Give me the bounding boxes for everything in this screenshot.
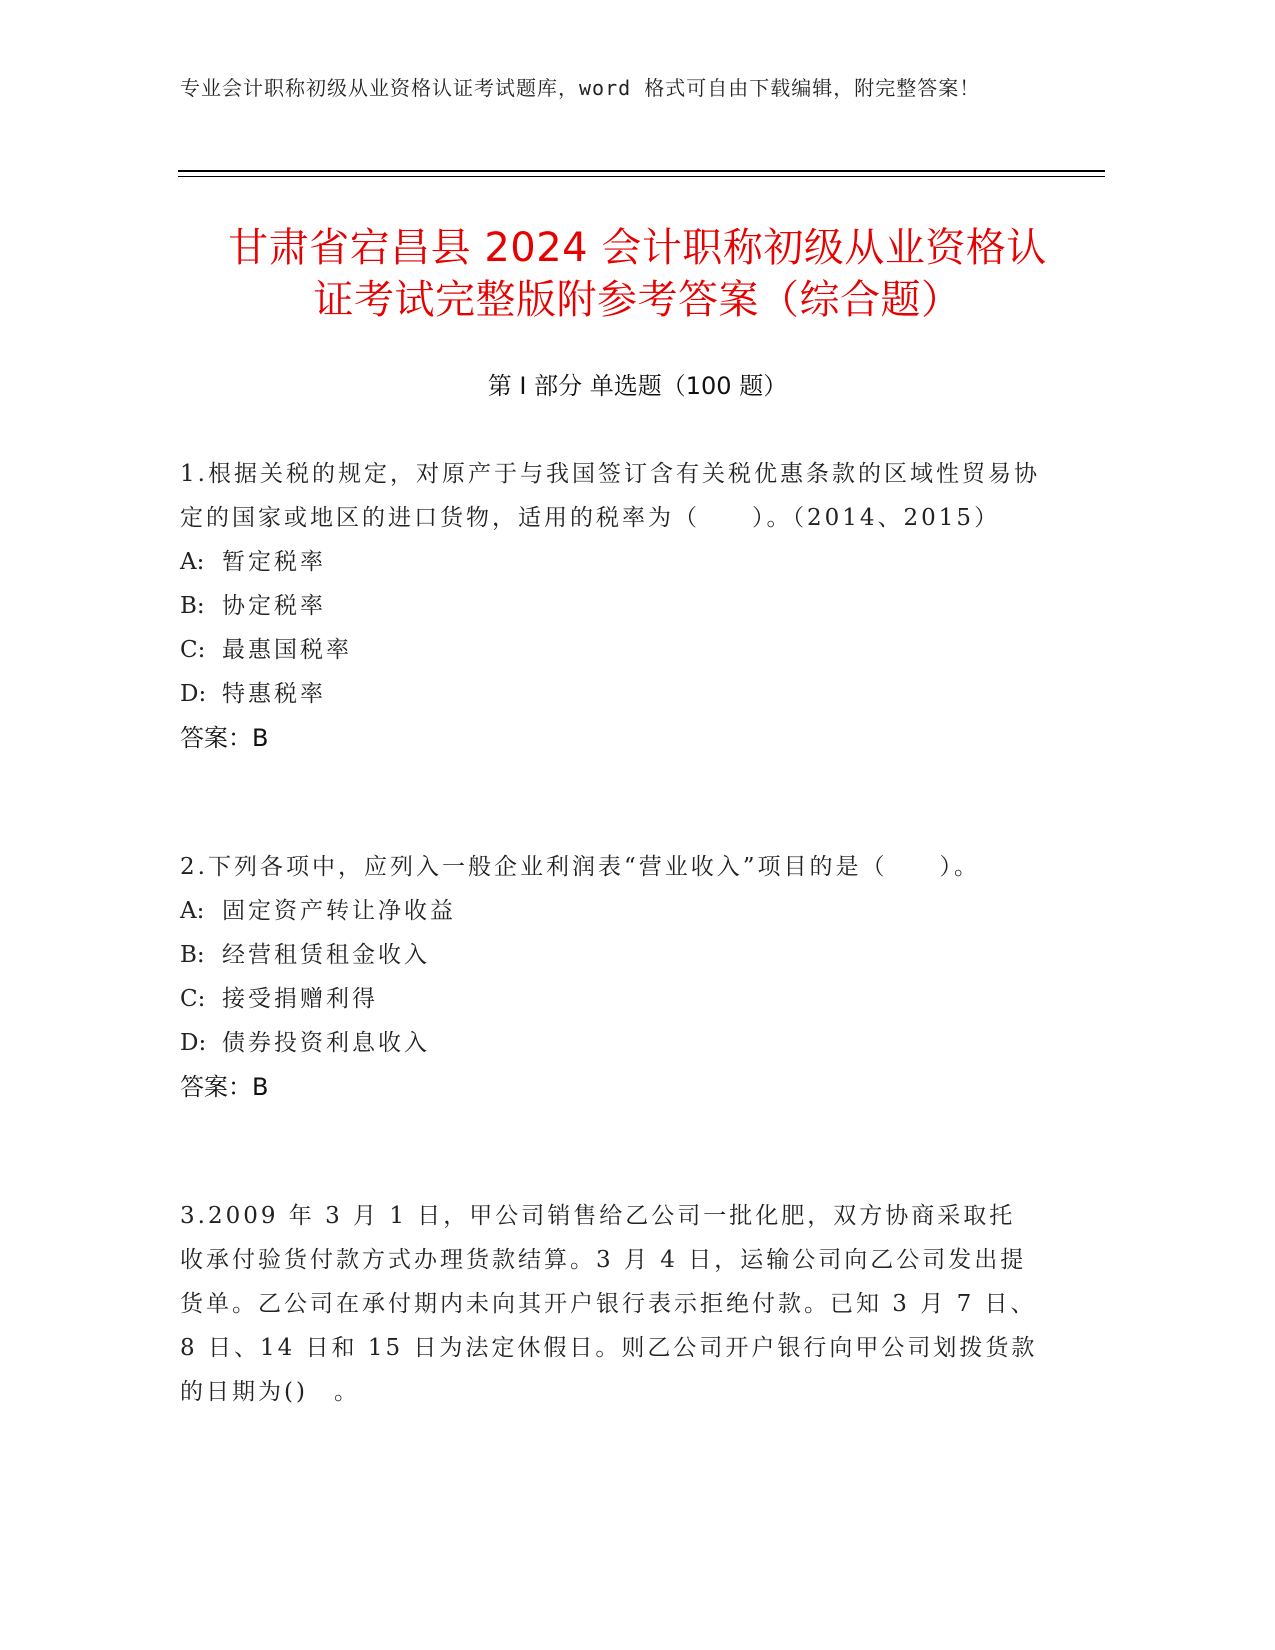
- option-text: 债券投资利息收入: [222, 1030, 430, 1056]
- question-3: [180, 1194, 1040, 1414]
- question-stem: 3.2009 年 3 月 1 日，甲公司销售给乙公司一批化肥，双方协商采取托收承付验货付款方式办理货款结算。3 月 4 日，运输公司向乙公司发出提货单。乙公司在承付期内未向其开户银行表示拒绝付款。已知 3 月 7 日、8 日、14 日和 15 日为法定休假日。则乙公司开户银行向甲公司划拨货款的日期为() 。: [180, 1203, 1038, 1405]
- option-text: 最惠国税率: [222, 637, 352, 663]
- option-label: A:: [180, 898, 205, 924]
- document-title-line-1: 甘肃省宕昌县 2024 会计职称初级从业资格认: [228, 225, 1047, 271]
- document-title: [150, 222, 1125, 326]
- option-c: [180, 628, 1040, 672]
- option-c: [180, 977, 1040, 1021]
- option-a: [180, 540, 1040, 584]
- option-text: 特惠税率: [222, 681, 326, 707]
- option-label: D:: [180, 681, 207, 707]
- option-text: 协定税率: [222, 593, 326, 619]
- question-2: [180, 845, 1040, 1109]
- answer: 答案：B: [180, 1073, 269, 1101]
- question-stem: 2.下列各项中，应列入一般企业利润表“营业收入”项目的是（ ）。: [180, 854, 980, 880]
- section-heading: 第 I 部分 单选题（100 题）: [487, 372, 788, 400]
- option-label: A:: [180, 549, 205, 575]
- option-d: [180, 1021, 1040, 1065]
- document-title-line-2: 证考试完整版附参考答案（综合题）: [313, 277, 962, 323]
- option-label: C:: [180, 986, 206, 1012]
- question-stem: 1.根据关税的规定，对原产于与我国签订含有关税优惠条款的区域性贸易协定的国家或地区的进口货物，适用的税率为（ ）。（2014、2015）: [180, 461, 1040, 531]
- option-d: [180, 672, 1040, 716]
- option-text: 固定资产转让净收益: [222, 898, 456, 924]
- answer: 答案：B: [180, 724, 269, 752]
- option-label: C:: [180, 637, 206, 663]
- option-text: 接受捐赠利得: [222, 986, 378, 1012]
- option-text: 暂定税率: [222, 549, 326, 575]
- question-1: [180, 452, 1040, 760]
- option-text: 经营租赁租金收入: [222, 942, 430, 968]
- option-label: D:: [180, 1030, 207, 1056]
- option-b: [180, 933, 1040, 977]
- option-label: B:: [180, 593, 205, 619]
- header-note: 专业会计职称初级从业资格认证考试题库，word 格式可自由下载编辑，附完整答案！: [180, 76, 981, 100]
- option-b: [180, 584, 1040, 628]
- option-label: B:: [180, 942, 205, 968]
- option-a: [180, 889, 1040, 933]
- header-rule-thick: [178, 170, 1105, 172]
- header-rule-thin: [178, 176, 1105, 177]
